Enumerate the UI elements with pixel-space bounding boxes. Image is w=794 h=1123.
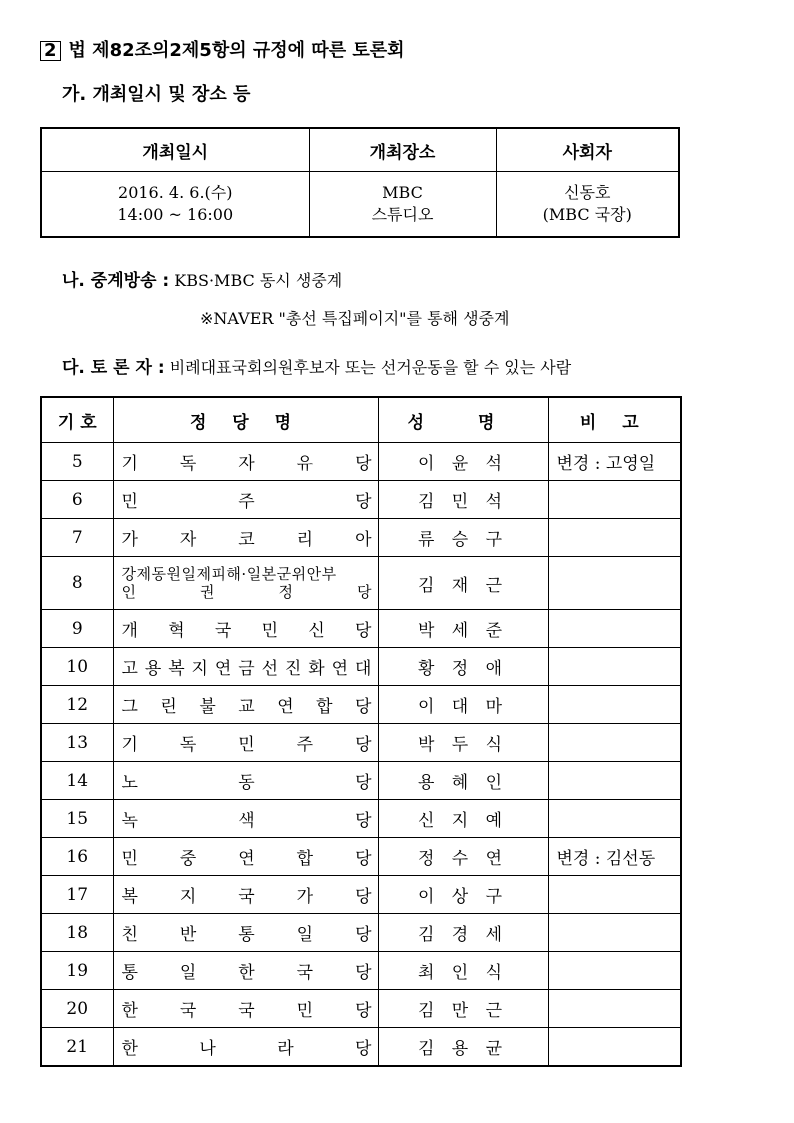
party-note: 변경 : 고영일 (548, 443, 681, 481)
party-char: 불 (199, 697, 216, 717)
party-char: 자 (238, 454, 255, 474)
party-note (548, 876, 681, 914)
party-num: 14 (41, 762, 113, 800)
table-row (41, 443, 681, 481)
subsection-a-heading: 가. 개최일시 및 장소 등 (62, 84, 251, 105)
candidate-name: 김 민 석 (378, 481, 548, 519)
debaters-value: 비례대표국회의원후보자 또는 선거운동을 할 수 있는 사람 (169, 358, 572, 377)
party-char: 기 (121, 454, 138, 474)
table-row (41, 481, 681, 519)
table-row (41, 1028, 681, 1067)
party-name (113, 800, 378, 838)
party-char: 기 (121, 735, 138, 755)
party-num: 6 (41, 481, 113, 519)
party-char: 주 (238, 492, 255, 512)
party-char: 리 (296, 530, 314, 550)
party-char: 합 (316, 697, 333, 717)
candidate-name: 김 용 균 (378, 1028, 548, 1067)
party-char: 개 (121, 621, 138, 641)
party-note (548, 481, 681, 519)
party-char: 금 (238, 659, 255, 679)
party-name (113, 519, 378, 557)
party-char: 합 (296, 849, 314, 869)
table-row (41, 762, 681, 800)
party-num: 8 (41, 557, 113, 610)
party-char: 민 (261, 621, 279, 641)
party-char: 국 (179, 1001, 197, 1021)
party-char: 당 (355, 621, 372, 641)
party-char: 당 (355, 963, 372, 983)
broadcast-note: ※NAVER "총선 특집페이지"를 통해 생중계 (200, 309, 510, 328)
party-name (113, 481, 378, 519)
party-char: 연 (238, 849, 255, 869)
party-char: 녹 (121, 811, 138, 831)
party-note (548, 648, 681, 686)
party-char: 진 (284, 659, 302, 679)
party-note (548, 1028, 681, 1067)
party-header-name: 성 명 (378, 397, 548, 443)
party-num: 15 (41, 800, 113, 838)
party-num: 19 (41, 952, 113, 990)
party-header-party: 정 당 명 (113, 397, 378, 443)
party-char: 인 (121, 583, 136, 601)
table-row (41, 724, 681, 762)
party-char: 노 (121, 773, 138, 793)
party-char: 당 (355, 454, 372, 474)
party-char: 통 (121, 963, 138, 983)
candidate-name: 신 지 예 (378, 800, 548, 838)
party-char: 통 (238, 925, 255, 945)
party-name (113, 648, 378, 686)
party-table-body (41, 443, 681, 1067)
candidate-name: 김 경 세 (378, 914, 548, 952)
party-char: 당 (355, 773, 372, 793)
party-char: 민 (121, 849, 138, 869)
party-char: 복 (168, 659, 185, 679)
party-note (548, 519, 681, 557)
broadcast-value: KBS·MBC 동시 생중계 (174, 271, 343, 290)
party-num: 13 (41, 724, 113, 762)
party-name (113, 1028, 378, 1067)
party-name (113, 724, 378, 762)
party-char: 지 (179, 887, 197, 907)
party-header-note: 비 고 (548, 397, 681, 443)
candidate-name: 박 세 준 (378, 610, 548, 648)
table-row (41, 990, 681, 1028)
venue-table (40, 127, 680, 238)
party-char: 용 (144, 659, 162, 679)
party-char: 지 (191, 659, 208, 679)
party-num: 21 (41, 1028, 113, 1067)
party-char: 독 (179, 735, 197, 755)
party-char: 당 (355, 811, 372, 831)
party-num: 10 (41, 648, 113, 686)
table-row (41, 686, 681, 724)
party-char: 주 (296, 735, 314, 755)
party-char: 화 (308, 659, 325, 679)
party-char: 연 (277, 697, 294, 717)
party-char: 당 (355, 697, 372, 717)
party-num: 16 (41, 838, 113, 876)
party-name (113, 914, 378, 952)
party-char: 민 (238, 735, 255, 755)
venue-header-date: 개최일시 (41, 128, 309, 172)
party-char: 당 (355, 887, 372, 907)
party-char: 동 (238, 773, 255, 793)
party-char: 가 (296, 887, 314, 907)
party-char: 국 (214, 621, 232, 641)
party-char: 민 (296, 1001, 314, 1021)
party-char: 대 (354, 659, 372, 679)
venue-time: 14:00 ~ 16:00 (117, 205, 234, 224)
venue-host-cell (496, 172, 679, 238)
debaters-label: 다. 토 론 자 : (62, 358, 165, 378)
party-header-num: 기 호 (41, 397, 113, 443)
party-note (548, 610, 681, 648)
party-char: 혁 (168, 621, 185, 641)
party-name-line1: 강제동원일제피해·일본군위안부 (121, 565, 337, 583)
candidate-name: 용 혜 인 (378, 762, 548, 800)
party-note (548, 990, 681, 1028)
party-char: 연 (214, 659, 232, 679)
party-note (548, 762, 681, 800)
section-title: 법 제82조의2제5항의 규정에 따른 토론회 (68, 40, 405, 61)
party-char: 아 (355, 530, 372, 550)
venue-place-2: 스튜디오 (371, 205, 434, 224)
party-name (113, 838, 378, 876)
party-char: 당 (355, 849, 372, 869)
party-char: 정 (278, 583, 293, 601)
party-char: 당 (355, 1039, 372, 1059)
party-char: 한 (238, 963, 255, 983)
party-char: 중 (179, 849, 197, 869)
party-char: 라 (277, 1039, 294, 1059)
venue-host-2: (MBC 국장) (542, 205, 632, 224)
candidate-name: 정 수 연 (378, 838, 548, 876)
broadcast-line (62, 266, 342, 291)
table-row (41, 914, 681, 952)
party-char: 나 (199, 1039, 216, 1059)
party-note (548, 724, 681, 762)
party-num: 17 (41, 876, 113, 914)
party-char: 색 (238, 811, 255, 831)
party-note (548, 557, 681, 610)
party-char: 그 (121, 697, 138, 717)
party-num: 20 (41, 990, 113, 1028)
party-note (548, 914, 681, 952)
party-note (548, 952, 681, 990)
table-row (41, 610, 681, 648)
candidate-name: 이 윤 석 (378, 443, 548, 481)
venue-place-cell (309, 172, 496, 238)
candidate-name: 김 재 근 (378, 557, 548, 610)
venue-header-host: 사회자 (496, 128, 679, 172)
party-char: 국 (238, 1001, 255, 1021)
party-name (113, 557, 378, 610)
party-char: 당 (357, 583, 372, 601)
venue-place-1: MBC (382, 183, 423, 202)
broadcast-label: 나. 중계방송 : (62, 271, 170, 291)
party-char: 반 (179, 925, 197, 945)
party-char: 신 (308, 621, 325, 641)
candidate-name: 최 인 식 (378, 952, 548, 990)
party-char: 친 (121, 925, 138, 945)
party-char: 가 (121, 530, 138, 550)
party-name (113, 610, 378, 648)
party-char: 일 (179, 963, 197, 983)
party-char: 당 (355, 1001, 372, 1021)
party-name (113, 876, 378, 914)
candidate-name: 이 상 구 (378, 876, 548, 914)
table-row (41, 952, 681, 990)
party-num: 7 (41, 519, 113, 557)
candidate-name: 이 대 마 (378, 686, 548, 724)
party-num: 5 (41, 443, 113, 481)
party-char: 연 (331, 659, 349, 679)
table-row (41, 648, 681, 686)
section-heading (40, 36, 405, 62)
venue-date: 2016. 4. 6.(수) (118, 183, 233, 202)
party-note (548, 800, 681, 838)
party-name (113, 686, 378, 724)
party-num: 12 (41, 686, 113, 724)
table-row (41, 557, 681, 610)
party-char: 일 (296, 925, 314, 945)
party-table (40, 396, 682, 1067)
party-char: 당 (355, 925, 372, 945)
party-char: 권 (200, 583, 215, 601)
debaters-line (62, 353, 571, 378)
party-char: 복 (121, 887, 138, 907)
party-char: 당 (355, 735, 372, 755)
party-char: 국 (296, 963, 314, 983)
party-char: 당 (355, 492, 372, 512)
party-char: 유 (296, 454, 314, 474)
venue-header-place: 개최장소 (309, 128, 496, 172)
table-row (41, 876, 681, 914)
party-char: 국 (238, 887, 255, 907)
party-char: 독 (179, 454, 197, 474)
table-row (41, 519, 681, 557)
party-name (113, 990, 378, 1028)
party-char: 한 (121, 1039, 138, 1059)
candidate-name: 황 정 애 (378, 648, 548, 686)
party-char: 자 (179, 530, 197, 550)
table-row (41, 800, 681, 838)
candidate-name: 김 만 근 (378, 990, 548, 1028)
party-char: 린 (160, 697, 177, 717)
party-name (113, 952, 378, 990)
candidate-name: 류 승 구 (378, 519, 548, 557)
party-char: 민 (121, 492, 138, 512)
party-num: 18 (41, 914, 113, 952)
party-char: 고 (121, 659, 138, 679)
party-num: 9 (41, 610, 113, 648)
party-char: 선 (261, 659, 278, 679)
party-char: 교 (238, 697, 255, 717)
table-row (41, 838, 681, 876)
party-note: 변경 : 김선동 (548, 838, 681, 876)
party-name (113, 762, 378, 800)
party-char: 한 (121, 1001, 138, 1021)
party-name (113, 443, 378, 481)
section-number: 2 (40, 41, 61, 61)
candidate-name: 박 두 식 (378, 724, 548, 762)
venue-host-1: 신동호 (564, 183, 611, 202)
venue-date-cell (41, 172, 309, 238)
party-char: 코 (238, 530, 255, 550)
party-note (548, 686, 681, 724)
